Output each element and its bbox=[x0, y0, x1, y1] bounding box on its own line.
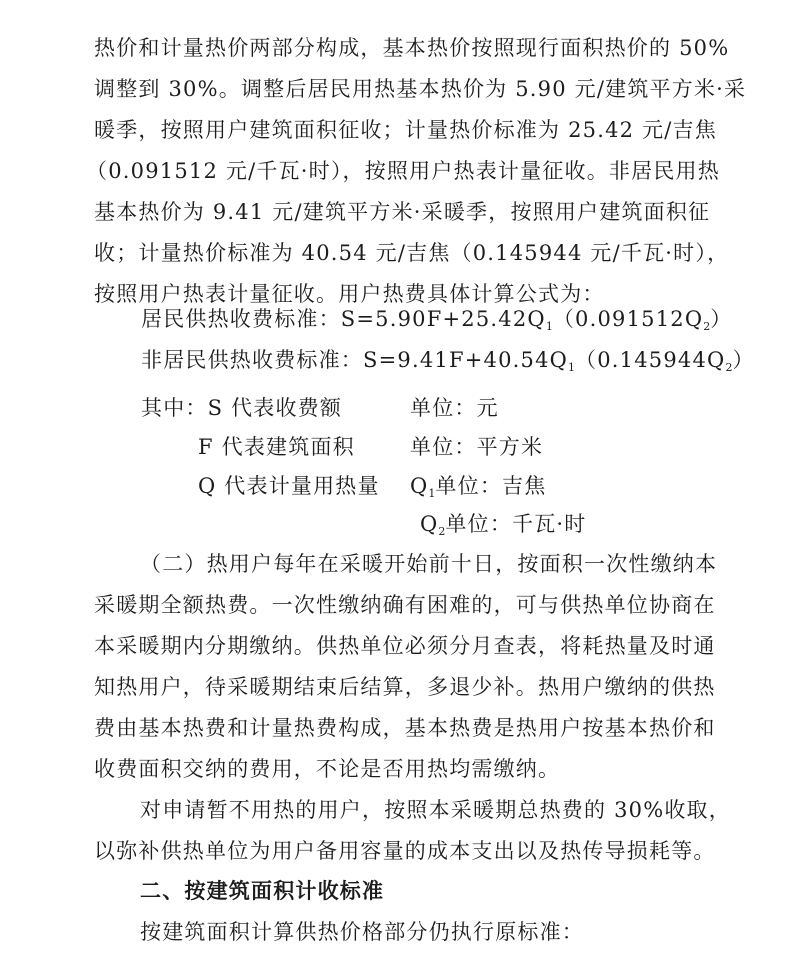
formula-mid: （0.145944Q bbox=[575, 348, 726, 372]
text-line: 收费面积交纳的费用，不论是否用热均需缴纳。 bbox=[94, 757, 561, 781]
text-line: 基本热价为 9.41 元/建筑平方米·采暖季，按照用户建筑面积征 bbox=[94, 200, 711, 224]
text-line: 费由基本热费和计量热费构成，基本热费是热用户按基本热价和 bbox=[94, 716, 716, 740]
subscript: 2 bbox=[725, 361, 733, 374]
subscript: 1 bbox=[428, 487, 436, 500]
subscript: 1 bbox=[568, 361, 576, 374]
definition-s bbox=[141, 393, 641, 423]
definition-f bbox=[198, 432, 648, 462]
subscript: 1 bbox=[545, 320, 553, 333]
formula-non-residential bbox=[141, 345, 755, 375]
formula-mid: （0.091512Q bbox=[552, 307, 704, 331]
definition-q2 bbox=[420, 509, 587, 539]
text-line: 知热用户，待采暖期结束后结算，多退少补。热用户缴纳的供热 bbox=[94, 675, 716, 699]
text-line: 采暖期全额热费。一次性缴纳确有困难的，可与供热单位协商在 bbox=[94, 593, 716, 617]
definition-q bbox=[198, 471, 648, 501]
text-line: 收；计量热价标准为 40.54 元/吉焦（0.145944 元/千瓦·时）， bbox=[94, 241, 730, 265]
variable: Q bbox=[420, 512, 439, 536]
subscript: 2 bbox=[703, 320, 711, 333]
text-line: 暖季，按照用户建筑面积征收；计量热价标准为 25.42 元/吉焦 bbox=[94, 118, 717, 142]
unit-text: 单位：千瓦·时 bbox=[445, 512, 587, 536]
text-line: （二）热用户每年在采暖开始前十日，按面积一次性缴纳本 bbox=[140, 552, 718, 576]
variable: Q bbox=[410, 474, 429, 498]
text-line: 热价和计量热价两部分构成，基本热价按照现行面积热价的 50% bbox=[94, 36, 730, 60]
text-line: 按照用户热表计量征收。用户热费具体计算公式为： bbox=[94, 282, 605, 306]
unit-text: 单位：吉焦 bbox=[435, 474, 547, 498]
definition-text: Q 代表计量用热量 bbox=[198, 474, 380, 498]
unit-text: 单位：平方米 bbox=[410, 435, 544, 459]
text-line: 以弥补供热单位为用户备用容量的成本支出以及热传导损耗等。 bbox=[94, 839, 716, 863]
formula-prefix: 居民供热收费标准：S=5.90F+25.42Q bbox=[141, 307, 546, 331]
formula-tail: ） bbox=[710, 307, 733, 331]
section-heading: 二、按建筑面积计收标准 bbox=[140, 879, 385, 903]
text-line: 对申请暂不用热的用户，按照本采暖期总热费的 30%收取， bbox=[140, 798, 731, 822]
text-line: （0.091512 元/千瓦·时），按照用户热表计量征收。非居民用热 bbox=[86, 159, 720, 183]
text-line: 调整到 30%。调整后居民用热基本热价为 5.90 元/建筑平方米·采 bbox=[94, 77, 747, 101]
formula-residential bbox=[141, 304, 732, 334]
text-line: 按建筑面积计算供热价格部分仍执行原标准： bbox=[140, 920, 584, 944]
text-line: 本采暖期内分期缴纳。供热单位必须分月查表，将耗热量及时通 bbox=[94, 634, 716, 658]
unit-text: 单位：元 bbox=[410, 396, 499, 420]
definition-text: F 代表建筑面积 bbox=[198, 435, 355, 459]
formula-prefix: 非居民供热收费标准：S=9.41F+40.54Q bbox=[141, 348, 569, 372]
subscript: 2 bbox=[438, 525, 446, 538]
definition-text: 其中：S 代表收费额 bbox=[141, 396, 343, 420]
unit-q1 bbox=[410, 471, 546, 501]
formula-tail: ） bbox=[732, 348, 755, 372]
